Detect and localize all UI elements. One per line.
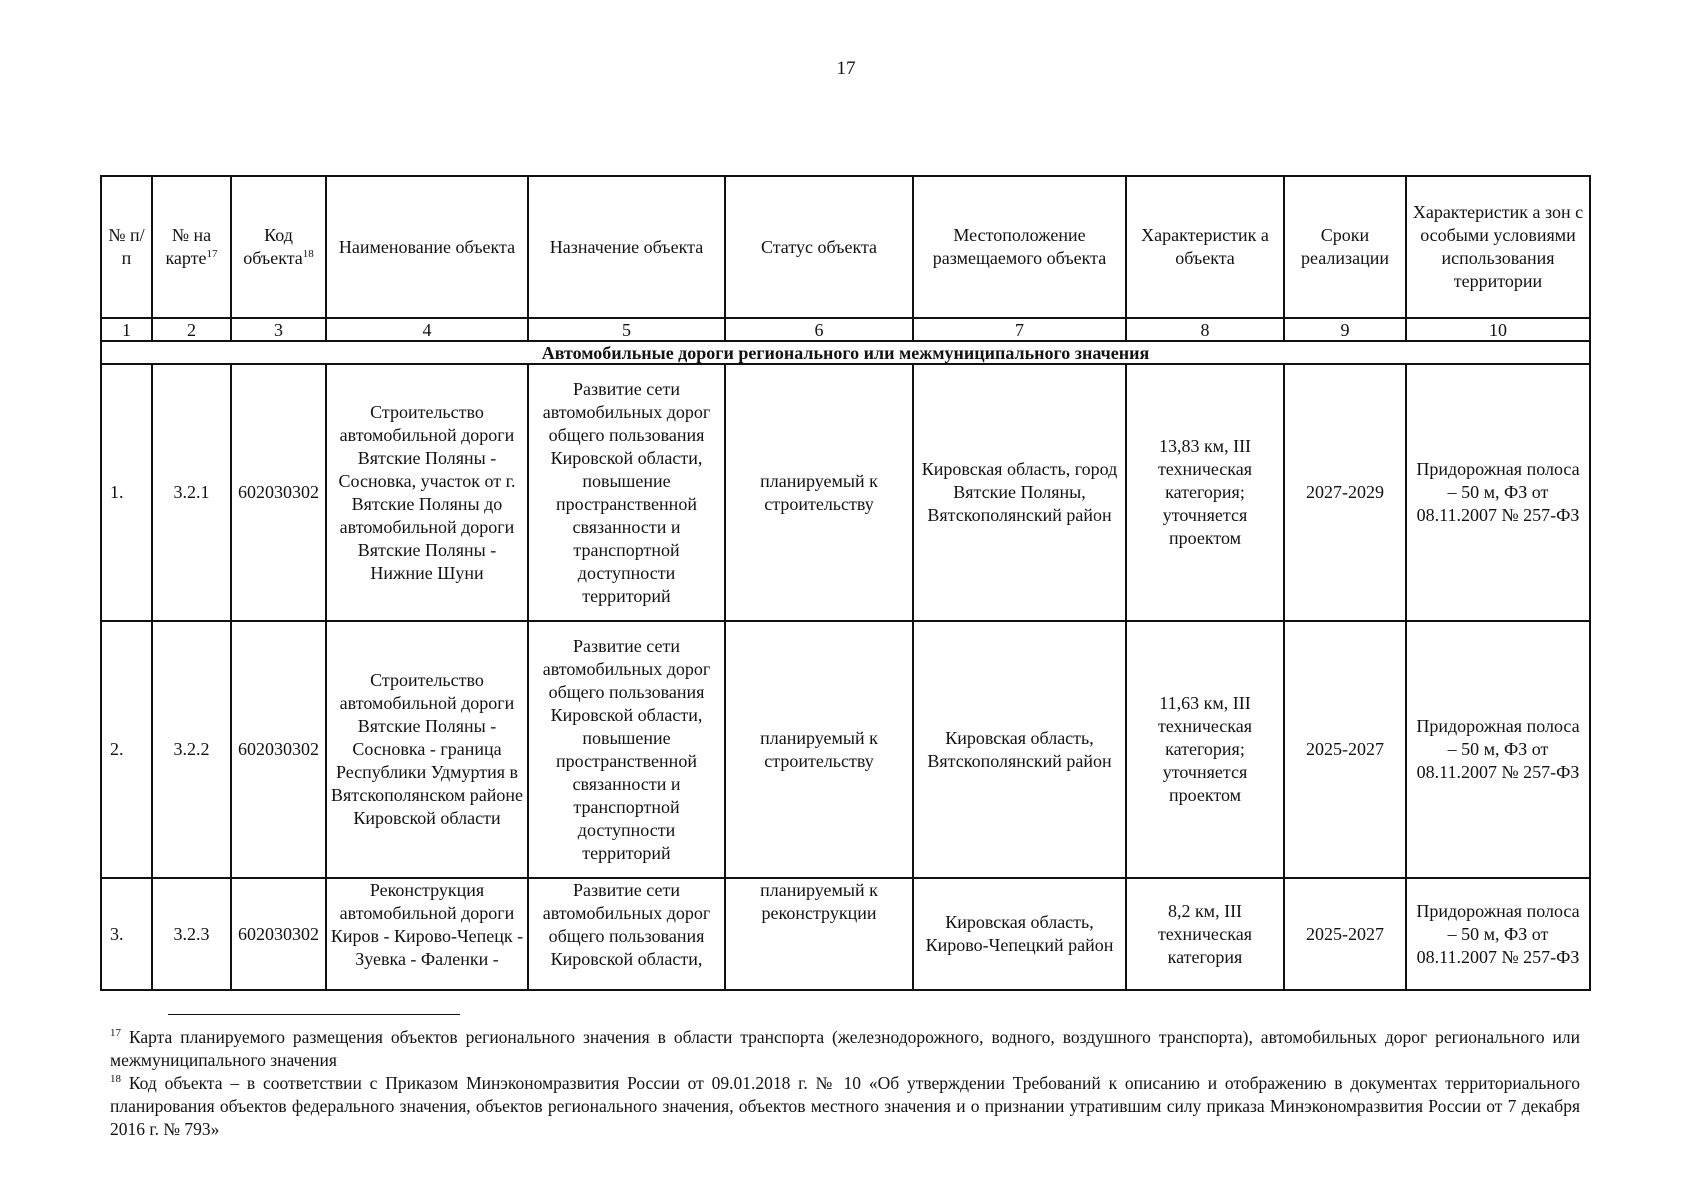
header-cell: № на карте$^{17}$ [152, 176, 231, 318]
object-purpose: Развитие сети автомобильных дорог общего пользования Кировской области, [528, 878, 725, 990]
header-cell: Статус объекта [725, 176, 913, 318]
object-location: Кировская область, город Вятские Поляны, Вятскополянский район [913, 364, 1126, 621]
zone-characteristics: Придорожная полоса – 50 м, ФЗ от 08.11.2007 № 257-ФЗ [1406, 878, 1590, 990]
header-cell: № п/п [101, 176, 152, 318]
column-number: 4 [326, 318, 528, 341]
table-row [101, 878, 1590, 990]
page-number: 17 [836, 58, 856, 79]
footnotes [110, 1026, 1580, 1141]
column-number: 8 [1126, 318, 1284, 341]
column-number: 6 [725, 318, 913, 341]
column-number: 1 [101, 318, 152, 341]
objects-table [100, 175, 1591, 991]
row-number: 1. [101, 364, 152, 621]
header-cell: Назначение объекта [528, 176, 725, 318]
object-purpose: Развитие сети автомобильных дорог общего пользования Кировской области, повышение пространственной связанности и транспортной доступности территорий [528, 621, 725, 878]
zone-characteristics: Придорожная полоса – 50 м, ФЗ от 08.11.2007 № 257-ФЗ [1406, 621, 1590, 878]
object-code: 602030302 [231, 364, 326, 621]
object-purpose: Развитие сети автомобильных дорог общего пользования Кировской области, повышение пространственной связанности и транспортной доступности территорий [528, 364, 725, 621]
object-characteristics: 13,83 км, III техническая категория; уточняется проектом [1126, 364, 1284, 621]
column-number: 7 [913, 318, 1126, 341]
table-row [101, 621, 1590, 878]
map-number: 3.2.1 [152, 364, 231, 621]
column-number: 2 [152, 318, 231, 341]
header-cell: Код объекта$^{18}$ [231, 176, 326, 318]
object-characteristics: 11,63 км, III техническая категория; уточняется проектом [1126, 621, 1284, 878]
header-row [101, 176, 1590, 318]
footnote-divider [168, 1014, 460, 1015]
footnote-marker: 18 [110, 1073, 121, 1086]
column-number: 9 [1284, 318, 1406, 341]
object-location: Кировская область, Вятскополянский район [913, 621, 1126, 878]
footnote-marker: 17 [110, 1027, 121, 1040]
column-number-row [101, 318, 1590, 341]
header-cell: Наименование объекта [326, 176, 528, 318]
section-title: Автомобильные дороги регионального или межмуниципального значения [101, 341, 1590, 364]
header-cell: Характеристик а зон с особыми условиями использования территории [1406, 176, 1590, 318]
object-status: планируемый к строительству [725, 364, 913, 621]
header-cell: Местоположение размещаемого объекта [913, 176, 1126, 318]
implementation-period: 2025-2027 [1284, 621, 1406, 878]
footnote-text: Карта планируемого размещения объектов регионального значения в области транспорта (железнодорожного, водного, воздушного транспорта), автомобильных дорог регионального или межмуниципального значения [110, 1027, 1580, 1070]
object-location: Кировская область, Кирово-Чепецкий район [913, 878, 1126, 990]
column-number: 5 [528, 318, 725, 341]
map-number: 3.2.3 [152, 878, 231, 990]
object-code: 602030302 [231, 621, 326, 878]
object-status: планируемый к строительству [725, 621, 913, 878]
object-name: Строительство автомобильной дороги Вятские Поляны - Сосновка - граница Республики Удмуртия в Вятскополянском районе Кировской области [326, 621, 528, 878]
column-number: 3 [231, 318, 326, 341]
row-number: 3. [101, 878, 152, 990]
footnote-text: Код объекта – в соответствии с Приказом Минэкономразвития России от 09.01.2018 г. № 10 «Об утверждении Требований к описанию и отображению в документах территориального планирования объектов федерального значения, объектов регионального значения, объектов местного значения и о признании утратившим силу приказа Минэкономразвития России от 7 декабря 2016 г. № 793» [110, 1073, 1580, 1139]
object-characteristics: 8,2 км, III техническая категория [1126, 878, 1284, 990]
header-cell: Сроки реализации [1284, 176, 1406, 318]
map-number: 3.2.2 [152, 621, 231, 878]
object-status: планируемый к реконструкции [725, 878, 913, 990]
table-row [101, 364, 1590, 621]
zone-characteristics: Придорожная полоса – 50 м, ФЗ от 08.11.2007 № 257-ФЗ [1406, 364, 1590, 621]
implementation-period: 2025-2027 [1284, 878, 1406, 990]
section-row [101, 341, 1590, 364]
implementation-period: 2027-2029 [1284, 364, 1406, 621]
object-name: Реконструкция автомобильной дороги Киров - Кирово-Чепецк - Зуевка - Фаленки - [326, 878, 528, 990]
footnote [110, 1072, 1580, 1141]
object-name: Строительство автомобильной дороги Вятские Поляны - Сосновка, участок от г. Вятские Поляны до автомобильной дороги Вятские Поляны - Нижние Шуни [326, 364, 528, 621]
footnote [110, 1026, 1580, 1072]
row-number: 2. [101, 621, 152, 878]
column-number: 10 [1406, 318, 1590, 341]
object-code: 602030302 [231, 878, 326, 990]
header-cell: Характеристик а объекта [1126, 176, 1284, 318]
